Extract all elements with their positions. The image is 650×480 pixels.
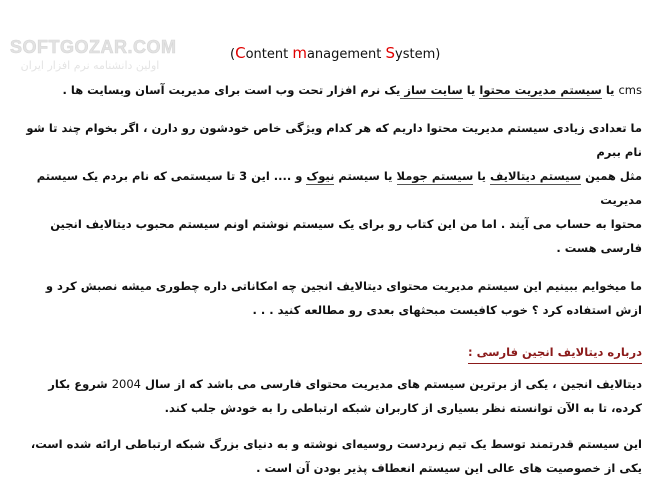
article-body <box>18 78 642 480</box>
section-heading: درباره دیتالایف انجین فارسی : <box>468 342 642 364</box>
intro-text-3: یک نرم افزار تحت وب است برای مدیریت آسان وبسایت ها . <box>62 83 401 97</box>
softgozar-watermark <box>10 37 177 72</box>
para2-line2-mid1: یا <box>473 169 490 183</box>
section-heading-wrapper <box>18 342 642 364</box>
link-site-builder[interactable]: سایت ساز <box>400 83 463 97</box>
para2-line2-pre: مثل همین <box>581 169 642 183</box>
title-rest-system: ystem) <box>395 47 441 62</box>
cms-examples-paragraph <box>18 116 642 260</box>
title-rest-content: ontent <box>245 47 293 62</box>
link-joomla[interactable]: سیستم جوملا <box>396 169 474 183</box>
title-initial-c: C <box>235 44 246 62</box>
para2-line2-mid2: یا سیستم <box>334 169 397 183</box>
para4-pre: دیتالایف انجین ، یکی از برترین سیستم های مدیریت محتوای فارسی می باشد که از سال <box>141 377 642 391</box>
para2-line3: محتوا به حساب می آیند . اما من این کتاب رو برای یک سیستم نوشتم اونم سیستم محبوب دیتالایف انجین فارسی هست . <box>50 217 642 255</box>
about-datalife-paragraph <box>18 372 642 420</box>
cms-title <box>230 44 440 62</box>
title-initial-s: S <box>385 44 396 62</box>
watermark-brand: SOFTGOZAR.COM <box>10 37 177 57</box>
link-content-management-system[interactable]: سیستم مدیریت محتوا <box>479 83 602 97</box>
russian-team-paragraph: این سیستم قدرتمند توسط یک تیم زبردست روسیه‌ای نوشته و به دنیای بزرگ شبکه ارتباطی ارائه شده است، یکی از خصوصیت های عالی این سیستم انعطاف پذیر بودن آن است . <box>30 437 642 475</box>
para2-line1: ما تعدادی زیادی سیستم مدیریت محتوا داریم که هر کدام ویژگی خاص خودشون رو دارن ، اگر بخوام چند تا شو نام ببرم <box>26 121 642 159</box>
intro-text-1: یا <box>601 83 619 97</box>
title-initial-m: m <box>292 44 307 62</box>
cms-abbrev: cms <box>618 83 642 97</box>
intro-paragraph <box>18 78 642 102</box>
title-rest-management: anagement <box>306 47 386 62</box>
link-datalife[interactable]: سیستم دیتالایف <box>489 169 582 183</box>
para4-post: شروع بکار کرده، تا به الآن توانسته نظر بسیاری از کاربران شبکه ارتباطی را به خودش جلب کند. <box>48 377 642 415</box>
intro-book-paragraph: ما میخوایم ببینیم این سیستم مدیریت محتوای دیتالایف انجین چه امکاناتی داره چطوری میشه نصبش کرد و ازش استفاده کرد ؟ خوب کافیست مبحثهای بعدی رو مطالعه کنید . . . <box>45 279 642 317</box>
intro-text-2: یا <box>462 83 480 97</box>
year-2004: 2004 <box>111 377 141 391</box>
watermark-tagline: اولین دانشنامه نرم افزار ایران <box>20 59 160 72</box>
link-nuke[interactable]: نیوک <box>306 169 335 183</box>
title-open-paren: ( <box>230 47 236 62</box>
para2-line2-post: و .... این 3 تا سیستمی که نام بردم یک سیستم مدیریت <box>36 169 642 207</box>
